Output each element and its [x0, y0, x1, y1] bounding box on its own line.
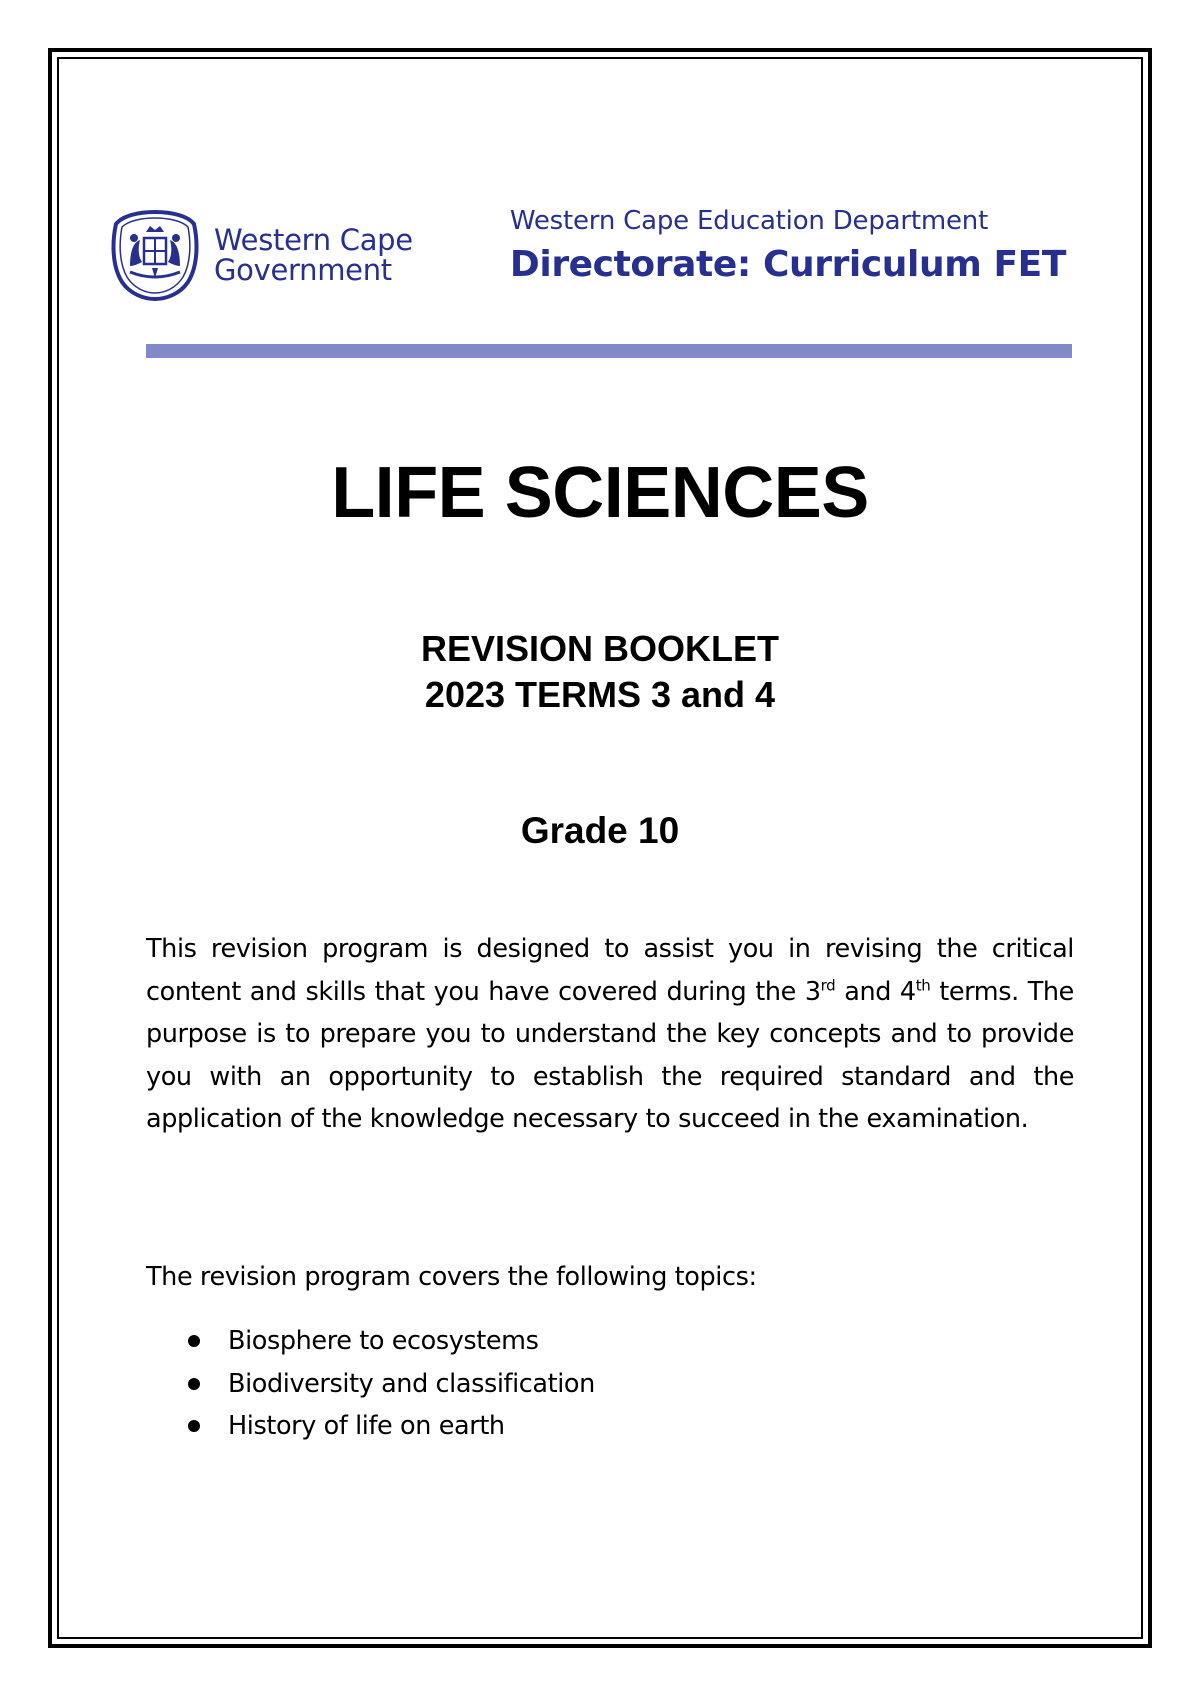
- header-divider: [146, 344, 1072, 358]
- list-item: [146, 1405, 595, 1448]
- intro-sup-1: rd: [820, 976, 836, 994]
- directorate-name: Directorate: Curriculum FET: [509, 244, 1066, 285]
- coat-of-arms-icon: [108, 208, 202, 302]
- document-subtitle: [0, 626, 1200, 718]
- intro-part-2: and 4: [835, 976, 916, 1007]
- logo-line-2: Government: [214, 253, 392, 287]
- subtitle-line-1: REVISION BOOKLET: [420, 628, 780, 669]
- bullet-icon: [188, 1335, 200, 1347]
- subtitle-line-2: 2023 TERMS 3 and 4: [424, 674, 776, 715]
- department-name: Western Cape Education Department: [509, 206, 989, 236]
- department-block: [510, 206, 1066, 285]
- topics-intro: The revision program covers the following topics:: [146, 1262, 757, 1292]
- list-item: [146, 1320, 595, 1363]
- topic-label: History of life on earth: [228, 1411, 505, 1442]
- topic-label: Biosphere to ecosystems: [228, 1326, 539, 1357]
- intro-part-1: This revision program is designed to assist you in revising the critical content and skills that you have covered during the 3: [146, 934, 1074, 1007]
- topic-label: Biodiversity and classification: [228, 1368, 595, 1399]
- government-logo: [108, 208, 413, 302]
- intro-sup-2: th: [915, 976, 931, 994]
- grade-label: Grade 10: [520, 810, 680, 851]
- document-title: LIFE SCIENCES: [331, 453, 869, 533]
- logo-text: [214, 225, 413, 285]
- logo-line-1: Western Cape: [214, 223, 413, 257]
- topics-list: [146, 1320, 595, 1448]
- intro-part-3: terms. The purpose is to prepare you to understand the key concepts and to provide you with an opportunity to establish the required standard and the application of the knowledge necessary to succeed in the examination.: [146, 976, 1074, 1134]
- bullet-icon: [188, 1420, 200, 1432]
- list-item: [146, 1363, 595, 1406]
- bullet-icon: [188, 1378, 200, 1390]
- intro-paragraph: [146, 928, 1074, 1141]
